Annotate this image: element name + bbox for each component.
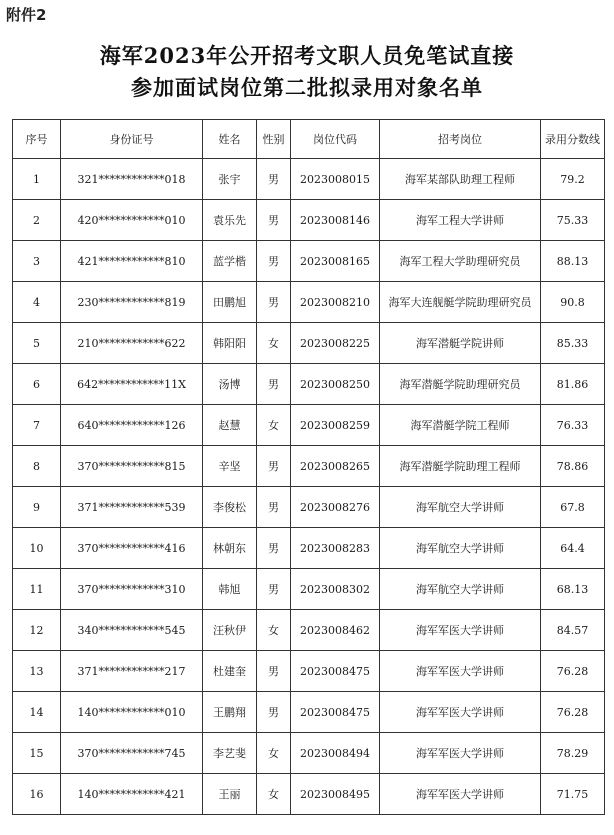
cell-gender: 男	[257, 692, 291, 733]
table-row	[13, 200, 605, 241]
table-row	[13, 364, 605, 405]
cell-post-code: 2023008165	[291, 241, 380, 282]
cell-post: 海军大连舰艇学院助理研究员	[380, 282, 541, 323]
cell-gender: 男	[257, 200, 291, 241]
cell-name: 赵慧	[203, 405, 257, 446]
cell-serial: 8	[13, 446, 61, 487]
cell-id-number: 370************815	[61, 446, 203, 487]
table-row	[13, 569, 605, 610]
cell-gender: 男	[257, 446, 291, 487]
cell-gender: 男	[257, 159, 291, 200]
cell-gender: 女	[257, 774, 291, 815]
header-name: 姓名	[203, 120, 257, 159]
cell-name: 李俊松	[203, 487, 257, 528]
cell-score-line: 67.8	[541, 487, 605, 528]
table-header-row	[13, 120, 605, 159]
cell-id-number: 340************545	[61, 610, 203, 651]
table-row	[13, 405, 605, 446]
cell-post: 海军工程大学助理研究员	[380, 241, 541, 282]
cell-score-line: 71.75	[541, 774, 605, 815]
cell-post-code: 2023008265	[291, 446, 380, 487]
cell-post-code: 2023008250	[291, 364, 380, 405]
cell-post-code: 2023008225	[291, 323, 380, 364]
cell-score-line: 84.57	[541, 610, 605, 651]
cell-name: 王鹏翔	[203, 692, 257, 733]
cell-id-number: 642************11X	[61, 364, 203, 405]
table-row	[13, 323, 605, 364]
cell-serial: 5	[13, 323, 61, 364]
cell-post: 海军军医大学讲师	[380, 651, 541, 692]
cell-serial: 13	[13, 651, 61, 692]
cell-name: 杜建奎	[203, 651, 257, 692]
cell-post-code: 2023008259	[291, 405, 380, 446]
cell-post: 海军某部队助理工程师	[380, 159, 541, 200]
document-title-line-1: 海军2023年公开招考文职人员免笔试直接	[99, 43, 515, 68]
cell-name: 袁乐先	[203, 200, 257, 241]
cell-post-code: 2023008462	[291, 610, 380, 651]
table-row	[13, 241, 605, 282]
cell-post-code: 2023008302	[291, 569, 380, 610]
table-row	[13, 159, 605, 200]
cell-post: 海军航空大学讲师	[380, 487, 541, 528]
cell-score-line: 85.33	[541, 323, 605, 364]
cell-score-line: 78.29	[541, 733, 605, 774]
header-post-code: 岗位代码	[291, 120, 380, 159]
cell-serial: 16	[13, 774, 61, 815]
cell-name: 田鹏旭	[203, 282, 257, 323]
cell-post-code: 2023008015	[291, 159, 380, 200]
cell-post-code: 2023008276	[291, 487, 380, 528]
cell-id-number: 371************217	[61, 651, 203, 692]
table-row	[13, 487, 605, 528]
cell-serial: 15	[13, 733, 61, 774]
cell-post: 海军潜艇学院助理工程师	[380, 446, 541, 487]
table-row	[13, 774, 605, 815]
cell-gender: 女	[257, 610, 291, 651]
cell-serial: 9	[13, 487, 61, 528]
table-row	[13, 733, 605, 774]
cell-name: 蓝学楷	[203, 241, 257, 282]
table-row	[13, 528, 605, 569]
cell-serial: 4	[13, 282, 61, 323]
table-row	[13, 610, 605, 651]
cell-name: 韩阳阳	[203, 323, 257, 364]
cell-id-number: 210************622	[61, 323, 203, 364]
cell-post: 海军潜艇学院讲师	[380, 323, 541, 364]
cell-serial: 6	[13, 364, 61, 405]
cell-score-line: 76.28	[541, 692, 605, 733]
cell-post-code: 2023008495	[291, 774, 380, 815]
attachment-label: 附件2	[6, 6, 47, 24]
cell-gender: 男	[257, 651, 291, 692]
header-score-line: 录用分数线	[541, 120, 605, 159]
cell-post: 海军军医大学讲师	[380, 774, 541, 815]
header-serial: 序号	[13, 120, 61, 159]
cell-serial: 1	[13, 159, 61, 200]
table-row	[13, 651, 605, 692]
cell-post-code: 2023008475	[291, 692, 380, 733]
cell-serial: 11	[13, 569, 61, 610]
cell-name: 韩旭	[203, 569, 257, 610]
cell-id-number: 321************018	[61, 159, 203, 200]
cell-post: 海军工程大学讲师	[380, 200, 541, 241]
cell-post: 海军军医大学讲师	[380, 692, 541, 733]
candidate-table	[12, 119, 605, 815]
cell-score-line: 76.28	[541, 651, 605, 692]
cell-post: 海军军医大学讲师	[380, 733, 541, 774]
cell-gender: 男	[257, 364, 291, 405]
cell-serial: 2	[13, 200, 61, 241]
cell-post-code: 2023008475	[291, 651, 380, 692]
cell-score-line: 88.13	[541, 241, 605, 282]
cell-id-number: 370************310	[61, 569, 203, 610]
cell-post: 海军潜艇学院工程师	[380, 405, 541, 446]
cell-name: 李艺斐	[203, 733, 257, 774]
cell-name: 张宇	[203, 159, 257, 200]
cell-id-number: 230************819	[61, 282, 203, 323]
cell-gender: 女	[257, 733, 291, 774]
table-body	[13, 159, 605, 815]
cell-serial: 10	[13, 528, 61, 569]
table-row	[13, 282, 605, 323]
cell-id-number: 370************416	[61, 528, 203, 569]
cell-gender: 男	[257, 241, 291, 282]
cell-post: 海军军医大学讲师	[380, 610, 541, 651]
cell-id-number: 640************126	[61, 405, 203, 446]
cell-name: 汪秋伊	[203, 610, 257, 651]
cell-gender: 男	[257, 569, 291, 610]
header-gender: 性别	[257, 120, 291, 159]
cell-name: 林朝东	[203, 528, 257, 569]
header-id-number: 身份证号	[61, 120, 203, 159]
cell-score-line: 68.13	[541, 569, 605, 610]
cell-post-code: 2023008146	[291, 200, 380, 241]
cell-serial: 12	[13, 610, 61, 651]
cell-gender: 男	[257, 282, 291, 323]
cell-serial: 14	[13, 692, 61, 733]
cell-id-number: 420************010	[61, 200, 203, 241]
cell-score-line: 76.33	[541, 405, 605, 446]
cell-score-line: 64.4	[541, 528, 605, 569]
cell-post-code: 2023008494	[291, 733, 380, 774]
cell-score-line: 81.86	[541, 364, 605, 405]
cell-score-line: 90.8	[541, 282, 605, 323]
cell-name: 王丽	[203, 774, 257, 815]
cell-score-line: 78.86	[541, 446, 605, 487]
cell-score-line: 75.33	[541, 200, 605, 241]
cell-id-number: 371************539	[61, 487, 203, 528]
header-post: 招考岗位	[380, 120, 541, 159]
cell-serial: 7	[13, 405, 61, 446]
cell-post: 海军航空大学讲师	[380, 528, 541, 569]
cell-post: 海军航空大学讲师	[380, 569, 541, 610]
cell-id-number: 370************745	[61, 733, 203, 774]
cell-post: 海军潜艇学院助理研究员	[380, 364, 541, 405]
cell-id-number: 140************010	[61, 692, 203, 733]
cell-gender: 男	[257, 528, 291, 569]
cell-gender: 女	[257, 323, 291, 364]
cell-gender: 女	[257, 405, 291, 446]
cell-name: 辛坚	[203, 446, 257, 487]
cell-gender: 男	[257, 487, 291, 528]
cell-id-number: 421************810	[61, 241, 203, 282]
cell-name: 汤博	[203, 364, 257, 405]
cell-score-line: 79.2	[541, 159, 605, 200]
document-title-line-2: 参加面试岗位第二批拟录用对象名单	[131, 75, 483, 100]
cell-post-code: 2023008283	[291, 528, 380, 569]
table-row	[13, 692, 605, 733]
cell-id-number: 140************421	[61, 774, 203, 815]
table-row	[13, 446, 605, 487]
cell-post-code: 2023008210	[291, 282, 380, 323]
cell-serial: 3	[13, 241, 61, 282]
